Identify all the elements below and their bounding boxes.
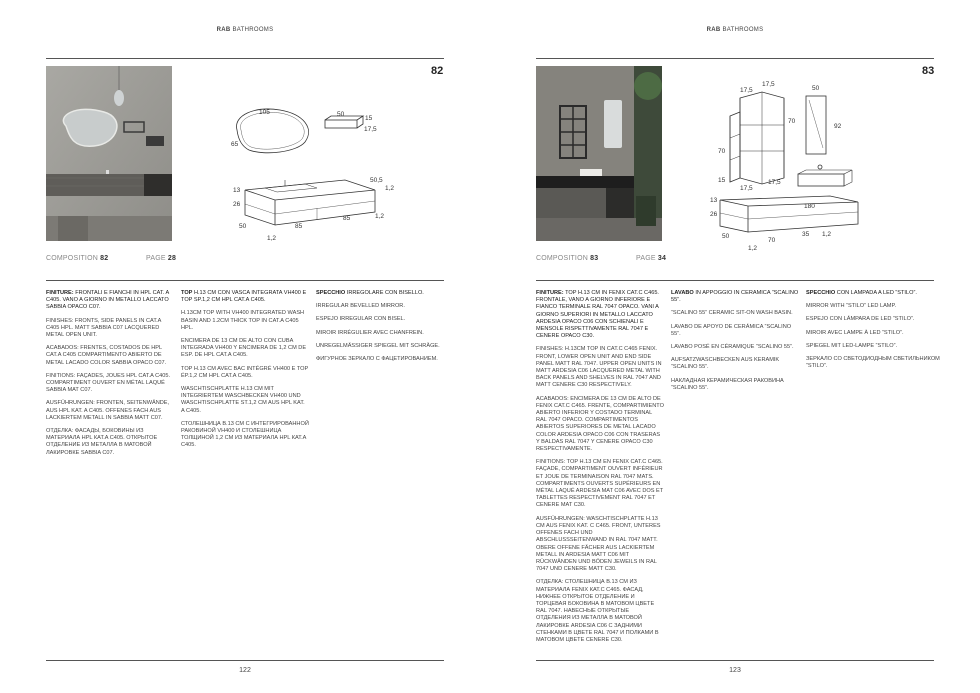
- folio: 122: [239, 667, 251, 674]
- svg-text:1,2: 1,2: [748, 245, 758, 252]
- svg-text:85: 85: [295, 223, 303, 230]
- svg-text:15: 15: [365, 115, 373, 122]
- top-rule: [536, 58, 934, 59]
- right-page: [490, 0, 980, 693]
- svg-text:50,5: 50,5: [370, 177, 383, 184]
- top-column: TOP H.13 CM CON VASCA INTEGRATA VH400 E TOP SP.1,2 CM HPL CAT.A C405. H.13CM TOP WITH VH400 INTEGRATED WASH BASIN AND 1.2CM THICK TOP IN CAT.A C405 HPL. ENCIMERA DE 13 CM DE ALTO CON CUBA INTEGRADA VH400 Y ENCIMERA DE 1,2 CM DE ESP. DE HPL CAT.A C405. TOP H.13 CM AVEC BAC INTÉGRÉ VH400 E TOP ÉP.1,2 CM HPL CAT.A C405. WASCHTISCHPLATTE H.13 CM MIT INTEGRIERTEM WASCHBECKEN VH400 UND WASCHTISCHPLATTE ST.1,2 CM AUS HPL KAT. A C405. СТОЛЕШНИЦА В.13 СМ С ИНТЕГРИРОВАННОЙ РАКОВИНОЙ VH400 И СТОЛЕШНИЦА ТОЛЩИНОЙ 1,2 СМ ИЗ МАТЕРИАЛА HPL КАТ.A C405.: [181, 290, 309, 449]
- svg-text:17,5: 17,5: [768, 179, 781, 186]
- technical-drawing: [710, 78, 880, 253]
- svg-text:70: 70: [788, 118, 796, 125]
- svg-text:15: 15: [718, 177, 726, 184]
- svg-text:17,5: 17,5: [364, 126, 377, 133]
- mirror-column: SPECCHIO IRREGOLARE CON BISELLO. IRREGULAR BEVELLED MIRROR. ESPEJO IRREGULAR CON BISEL. MIROIR IRRÉGULIER AVEC CHANFREIN. UNREGELMÄSSIGER SPIEGEL MIT SCHRÄGE. ФИГУРНОЕ ЗЕРКАЛО С ФАЦЕТИРОВАНИЕМ.: [316, 290, 440, 363]
- svg-text:1,2: 1,2: [375, 213, 385, 220]
- mid-rule: [536, 280, 934, 281]
- svg-text:50: 50: [812, 85, 820, 92]
- svg-text:26: 26: [233, 201, 241, 208]
- technical-drawing: [225, 100, 395, 250]
- svg-text:85: 85: [343, 215, 351, 222]
- composition-caption: COMPOSITION 83 PAGE 34: [536, 255, 667, 262]
- page-header: RAB BATHROOMS: [706, 27, 764, 33]
- svg-text:92: 92: [834, 123, 842, 130]
- svg-text:65: 65: [231, 141, 239, 148]
- svg-text:180: 180: [804, 203, 815, 210]
- svg-text:26: 26: [710, 211, 718, 218]
- folio: 123: [729, 667, 741, 674]
- svg-text:17,5: 17,5: [740, 87, 753, 94]
- page-header: RAB BATHROOMS: [216, 27, 274, 33]
- svg-text:17,5: 17,5: [762, 81, 775, 88]
- svg-text:105: 105: [259, 109, 270, 116]
- finishes-column: FINITURE: FRONTALI E FIANCHI IN HPL CAT. A C405. VANO A GIORNO IN METALLO LACCATO SABBIA OPACO C07. FINISHES: FRONTS, SIDE PANELS IN CAT.A C405 HPL. MATT SABBIA C07 LACQUERED METAL OPEN UNIT. ACABADOS: FRENTES, COSTADOS DE HPL CAT.A C405 COMPARTIMENTO ABIERTO DE METAL LACADO COLOR SABBIA OPACO C07. FINITIONS: FAÇADES, JOUES HPL CAT.A C405. COMPARTIMENT OUVERT EN MÉTAL LAQUÉ SABBIA MAT C07. AUSFÜHRUNGEN: FRONTEN, SEITENWÄNDE, AUS HPL KAT. A C405. OFFENES FACH AUS LACKIERTEM METALL IN SABBIA MATT C07. ОТДЕЛКА: ФАСАДЫ, БОКОВИНЫ ИЗ МАТЕРИАЛА HPL КАТ.A C405. ОТКРЫТОЕ ОТДЕЛЕНИЕ ИЗ МЕТАЛЛА В МАТОВОЙ ЛАКИРОВКЕ SABBIA C07.: [46, 290, 171, 456]
- svg-text:70: 70: [768, 237, 776, 244]
- composition-photo: [536, 66, 662, 241]
- svg-text:13: 13: [710, 197, 718, 204]
- basin-column: LAVABO IN APPOGGIO IN CERAMICA “SCALINO 55”. “SCALINO 55” CERAMIC SIT-ON WASH BASIN. LAVABO DE APOYO DE CERÁMICA “SCALINO 55”. LAVABO POSÉ EN CÉRAMIQUE “SCALINO 55”. AUFSATZWASCHBECKEN AUS KERAMIK “SCALINO 55”. НАКЛАДНАЯ КЕРАМИЧЕСКАЯ РАКОВИНА “SCALINO 55”.: [671, 290, 799, 391]
- svg-text:13: 13: [233, 187, 241, 194]
- svg-text:50: 50: [722, 233, 730, 240]
- bottom-rule: [536, 660, 934, 661]
- svg-text:17,5: 17,5: [740, 185, 753, 192]
- mid-rule: [46, 280, 444, 281]
- svg-text:50: 50: [239, 223, 247, 230]
- svg-text:1,2: 1,2: [385, 185, 395, 192]
- composition-caption: COMPOSITION 82 PAGE 28: [46, 255, 177, 262]
- svg-text:35: 35: [802, 231, 810, 238]
- composition-photo: [46, 66, 172, 241]
- bottom-rule: [46, 660, 444, 661]
- mirror-column: SPECCHIO CON LAMPADA A LED “STILO”. MIRROR WITH “STILO” LED LAMP. ESPEJO CON LÁMPARA DE LED “STILO”. MIROIR AVEC LAMPE À LED “STILO”. SPIEGEL MIT LED-LAMPE “STILO”. ЗЕРКАЛО СО СВЕТОДИОДНЫМ СВЕТИЛЬНИКОМ “STILO”.: [806, 290, 940, 370]
- svg-text:70: 70: [718, 148, 726, 155]
- svg-text:1,2: 1,2: [822, 231, 832, 238]
- svg-text:1,2: 1,2: [267, 235, 277, 242]
- svg-text:50: 50: [337, 111, 345, 118]
- page-tag: 83: [922, 65, 935, 77]
- page-tag: 82: [431, 65, 444, 77]
- top-rule: [46, 58, 444, 59]
- finishes-column: FINITURE: TOP H.13 CM IN FENIX CAT.C C465. FRONTALE, VANO A GIORNO INFERIORE E FIANCO TERMINALE RAL 7047 OPACO. VANI A GIORNO SUPERIORI IN METALLO LACCATO ARDESIA OPACO C06 CON SCHIENALI E MENSOLE RISPETTIVAMENTE RAL 7047 E CENERE OPACO C30. FINISHES: H.13CM TOP IN CAT.C C465 FENIX. FRONT, LOWER OPEN UNIT AND END SIDE PANEL MATT RAL 7047. UPPER OPEN UNITS IN MATT ARDESIA C06 LACQUERED METAL WITH BACK PANELS AND SHELVES IN RAL 7047 AND MATT CENERE C30 RESPECTIVELY. ACABADOS: ENCIMERA DE 13 CM DE ALTO DE FENIX CAT.C C465. FRENTE, COMPARTIMIENTO ABIERTO INFERIOR Y COSTADO TERMINAL RAL 7047 OPACO. COMPARTIMENTOS ABIERTOS SUPERIORES DE METAL LACADO COLOR ARDESIA OPACO C06 CON TRASERAS Y BALDAS RAL 7047 Y CENERE OPACO C30 RESPECTIVAMENTE. FINITIONS: TOP H.13 CM EN FENIX CAT.C C465. FAÇADE, COMPARTIMENT OUVERT INFÉRIEUR ET JOUE DE TERMINAISON RAL 7047 MATS. COMPARTIMENTS OUVERTS SUPÉRIEURS EN MÉTAL LAQUÉ ARDESIA MAT C06 AVEC DOS ET TABLETTES RESPECTIVEMENT RAL 7047 ET CENERE MAT C30. AUSFÜHRUNGEN: WASCHTISCHPLATTE H.13 CM AUS FENIX KAT. C C465. FRONT, UNTERES OFFENES FACH UND ABSCHLUSSSEITENWAND IN RAL 7047 MATT. OBERE OFFENE FÄCHER AUS LACKIERTEM METALL IN ARDESIA MATT C06 MIT RÜCKWÄNDEN UND BÖDEN JEWEILS IN RAL 7047 UND CENERE MATT C30. ОТДЕЛКА: СТОЛЕШНИЦА В.13 СМ ИЗ МАТЕРИАЛА FENIX КАТ.C C465. ФАСАД, НИЖНЕЕ ОТКРЫТОЕ ОТДЕЛЕНИЕ И ТОРЦЕВАЯ БОКОВИНА В МАТОВОМ ЦВЕТЕ RAL 7047. НАВЕСНЫЕ ОТКРЫТЫЕ ОТДЕЛЕНИЯ ИЗ МЕТАЛЛА В МАТОВОЙ ЛАКИРОВКЕ ARDESIA C06 С ЗАДНИМИ СТЕНКАМИ В ЦВЕТЕ RAL 7047 И ПОЛКАМИ В МАТОВОМ ЦВЕТЕ CENERE C30.: [536, 290, 664, 643]
